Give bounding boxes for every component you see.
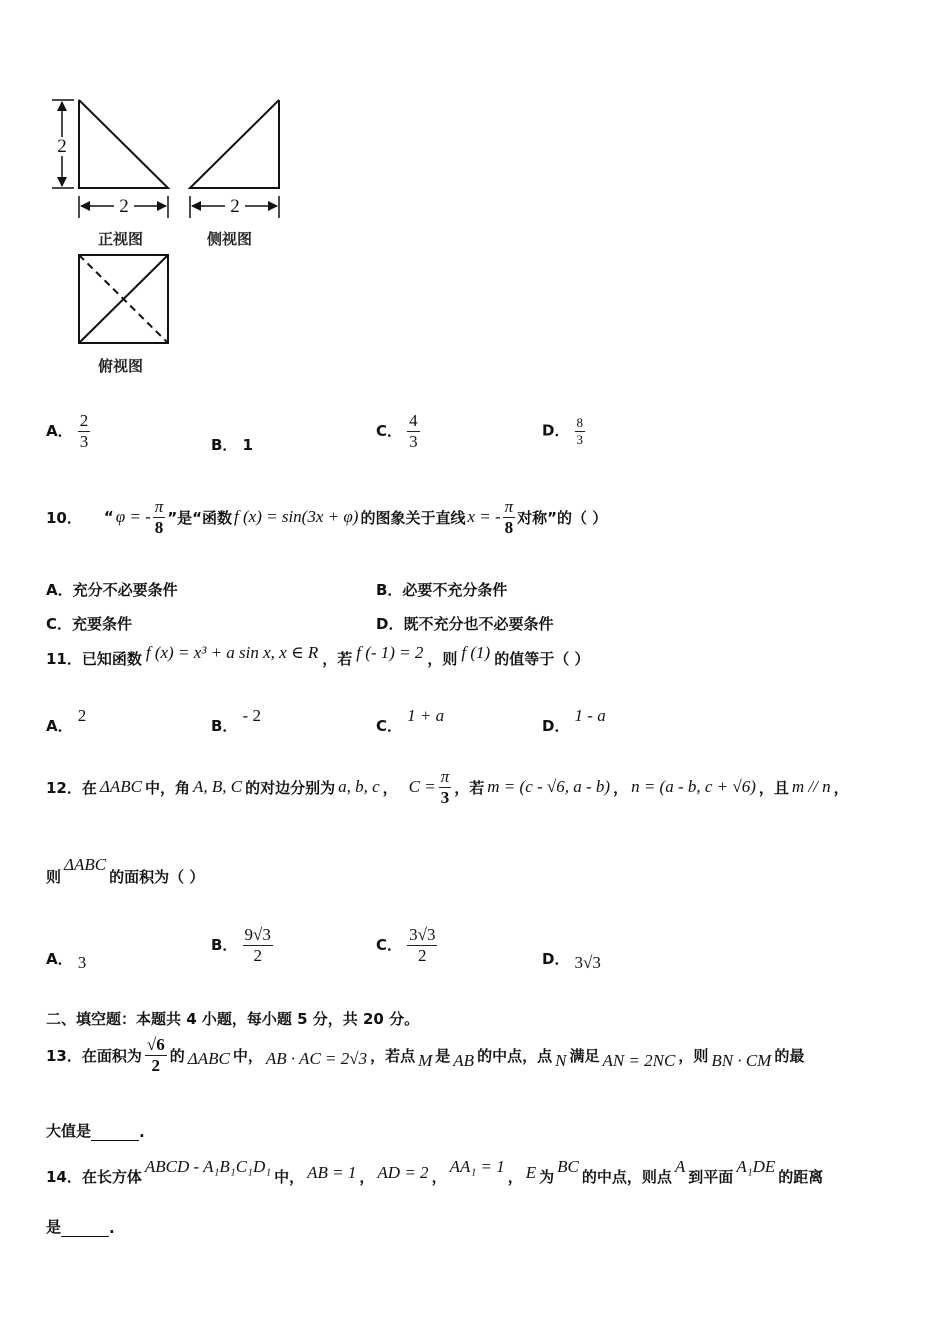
q12-option-a[interactable]: A． 3 — [46, 950, 87, 972]
three-view-figure — [40, 92, 300, 382]
q10-option-d[interactable]: D．既不充分也不必要条件 — [376, 615, 554, 633]
q10-option-c[interactable]: C．充要条件 — [46, 615, 133, 633]
q11-option-b[interactable]: B． - 2 — [211, 706, 261, 735]
question-12: 12．在 ΔABC 中，角 A, B, C 的对边分别为 a, b, c ， C = $\frac{\pi}{3}$ ，若 m = (c - √6, a - b) ， n = (a - b, c + √6) ，且 m // n ， — [46, 767, 849, 807]
question-10: 10． “ φ = - $\frac{\pi}{8}$ ”是“函数 f (x) = sin(3x + φ) 的图象关于直线 x = - $\frac{\pi}{8}$ 对称”的（ ） — [46, 497, 608, 537]
q11-option-d[interactable]: D． 1 - a — [542, 706, 606, 735]
front-view-triangle — [79, 100, 168, 188]
q14-answer-blank[interactable] — [61, 1222, 109, 1237]
question-13-line-2: 大值是 . — [46, 1122, 145, 1141]
front-width-label: 2 — [119, 196, 129, 217]
question-14: 14．在长方体 ABCD - A₁B₁C₁D₁ 中， AB = 1 ， AD = 2 ， AA₁ = 1 ， E 为 BC 的中点，则点 A 到平面 A₁DE 的距离 — [46, 1156, 824, 1186]
side-width-label: 2 — [230, 196, 240, 217]
question-14-line-2: 是 . — [46, 1218, 115, 1237]
q9-option-a[interactable]: A． $\frac{2}{3}$ — [46, 411, 89, 451]
question-11: 11．已知函数 f (x) = x³ + a sin x, x ∈ R ，若 f (- 1) = 2 ，则 f (1) 的值等于（ ） — [46, 642, 590, 668]
q13-answer-blank[interactable] — [91, 1126, 139, 1141]
q11-option-c[interactable]: C． 1 + a — [376, 706, 445, 735]
q9-option-d[interactable]: D． $\frac{8}{3}$ — [542, 415, 584, 447]
q12-option-b[interactable]: B． $\frac{9√3}{2}$ — [211, 925, 271, 965]
question-12-line-2: 则 ΔABC 的面积为（ ） — [46, 854, 205, 886]
q9-option-b[interactable]: B． 1 — [211, 436, 253, 454]
question-13: 13．在面积为 $\frac{√6}{2}$ 的 ΔABC 中， AB · AC = 2√3 ，若点 M 是 AB 的中点，点 N 满足 AN = 2NC ，则 BN · CM 的最 — [46, 1035, 805, 1075]
top-view-label: 俯视图 — [98, 357, 144, 375]
q12-option-d[interactable]: D． 3√3 — [542, 950, 601, 972]
front-view-label: 正视图 — [98, 230, 144, 248]
q9-option-c[interactable]: C． $\frac{4}{3}$ — [376, 411, 418, 451]
q11-option-a[interactable]: A． 2 — [46, 706, 87, 735]
section-2-heading: 二、填空题：本题共 4 小题，每小题 5 分，共 20 分。 — [46, 1010, 420, 1028]
side-view-label: 侧视图 — [207, 230, 253, 248]
q10-option-b[interactable]: B．必要不充分条件 — [376, 581, 508, 599]
height-label: 2 — [57, 136, 67, 157]
q10-option-a[interactable]: A．充分不必要条件 — [46, 581, 178, 599]
side-view-triangle — [190, 100, 279, 188]
q12-option-c[interactable]: C． $\frac{3√3}{2}$ — [376, 925, 436, 965]
